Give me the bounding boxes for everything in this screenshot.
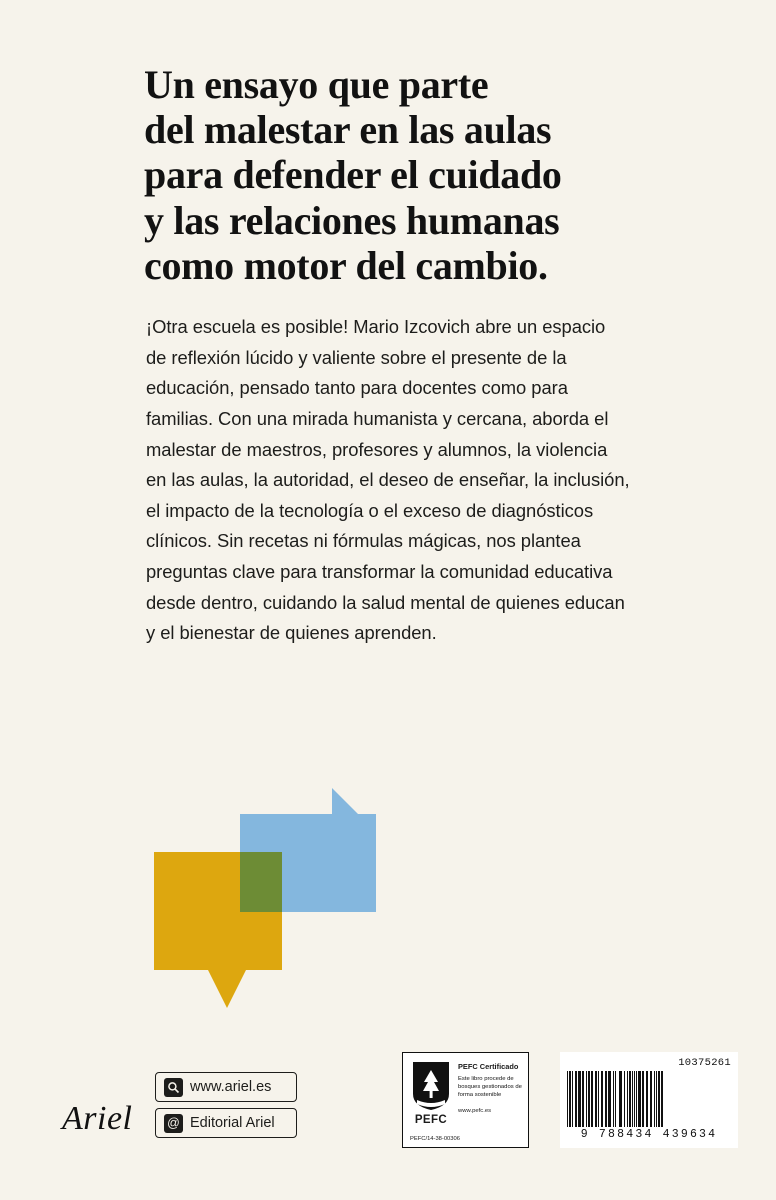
pefc-info xyxy=(458,1060,522,1114)
blurb-text: ¡Otra escuela es posible! Mario Izcovich abre un espacio de reflexión lúcido y valiente sobre el presente de la educación, pensado tanto para docentes como para familias. Con una mirada humanista y cercana, aborda el malestar de maestros, profesores y alumnos, la violencia en las aulas, la autoridad, el deseo de enseñar, la inclusión, el impacto de la tecnología o el exceso de diagnósticos clínicos. Sin recetas ni fórmulas mágicas, nos plantea preguntas clave para transformar la comunidad educativa desde dentro, cuidando la salud mental de quienes educan y el bienestar de quienes aprenden. xyxy=(146,315,630,644)
barcode-block xyxy=(560,1052,738,1148)
publisher-logo: Ariel xyxy=(62,1100,133,1137)
social-label: Editorial Ariel xyxy=(190,1115,275,1131)
pefc-certificate-code: PEFC/14-38-00306 xyxy=(410,1136,460,1142)
cover-footer xyxy=(0,1054,776,1164)
blue-bubble-tail-icon xyxy=(332,788,358,814)
internal-code: 10375261 xyxy=(678,1057,731,1069)
at-sign-icon: @ xyxy=(164,1114,183,1133)
pefc-description: Este libro procede de bosques gestionados de forma sostenible xyxy=(458,1076,522,1098)
bubble-overlap-area xyxy=(240,852,282,912)
pefc-label: PEFC xyxy=(414,1114,448,1126)
isbn-digits: 9 788434 439634 xyxy=(580,1128,718,1141)
pefc-logo xyxy=(409,1060,453,1126)
yellow-bubble-tail-icon xyxy=(208,970,246,1008)
speech-bubbles-illustration xyxy=(146,800,386,1015)
headline-line-5: como motor del cambio. xyxy=(144,242,548,288)
page-title xyxy=(144,62,630,288)
website-label: www.ariel.es xyxy=(190,1079,272,1095)
headline-line-1: Un ensayo que parte xyxy=(144,62,489,107)
pefc-tree-icon xyxy=(411,1060,451,1112)
website-link[interactable] xyxy=(155,1072,297,1102)
pefc-badge xyxy=(402,1052,529,1148)
headline-line-4: y las relaciones humanas xyxy=(144,197,560,243)
social-link[interactable] xyxy=(155,1108,297,1138)
contact-links xyxy=(155,1072,297,1144)
headline-line-2: del malestar en las aulas xyxy=(144,107,552,153)
pefc-title: PEFC Certificado xyxy=(458,1062,519,1071)
pefc-url: www.pefc.es xyxy=(458,1107,492,1114)
headline-line-3: para defender el cuidado xyxy=(144,152,562,198)
search-icon xyxy=(164,1078,183,1097)
barcode-bars xyxy=(567,1071,731,1127)
